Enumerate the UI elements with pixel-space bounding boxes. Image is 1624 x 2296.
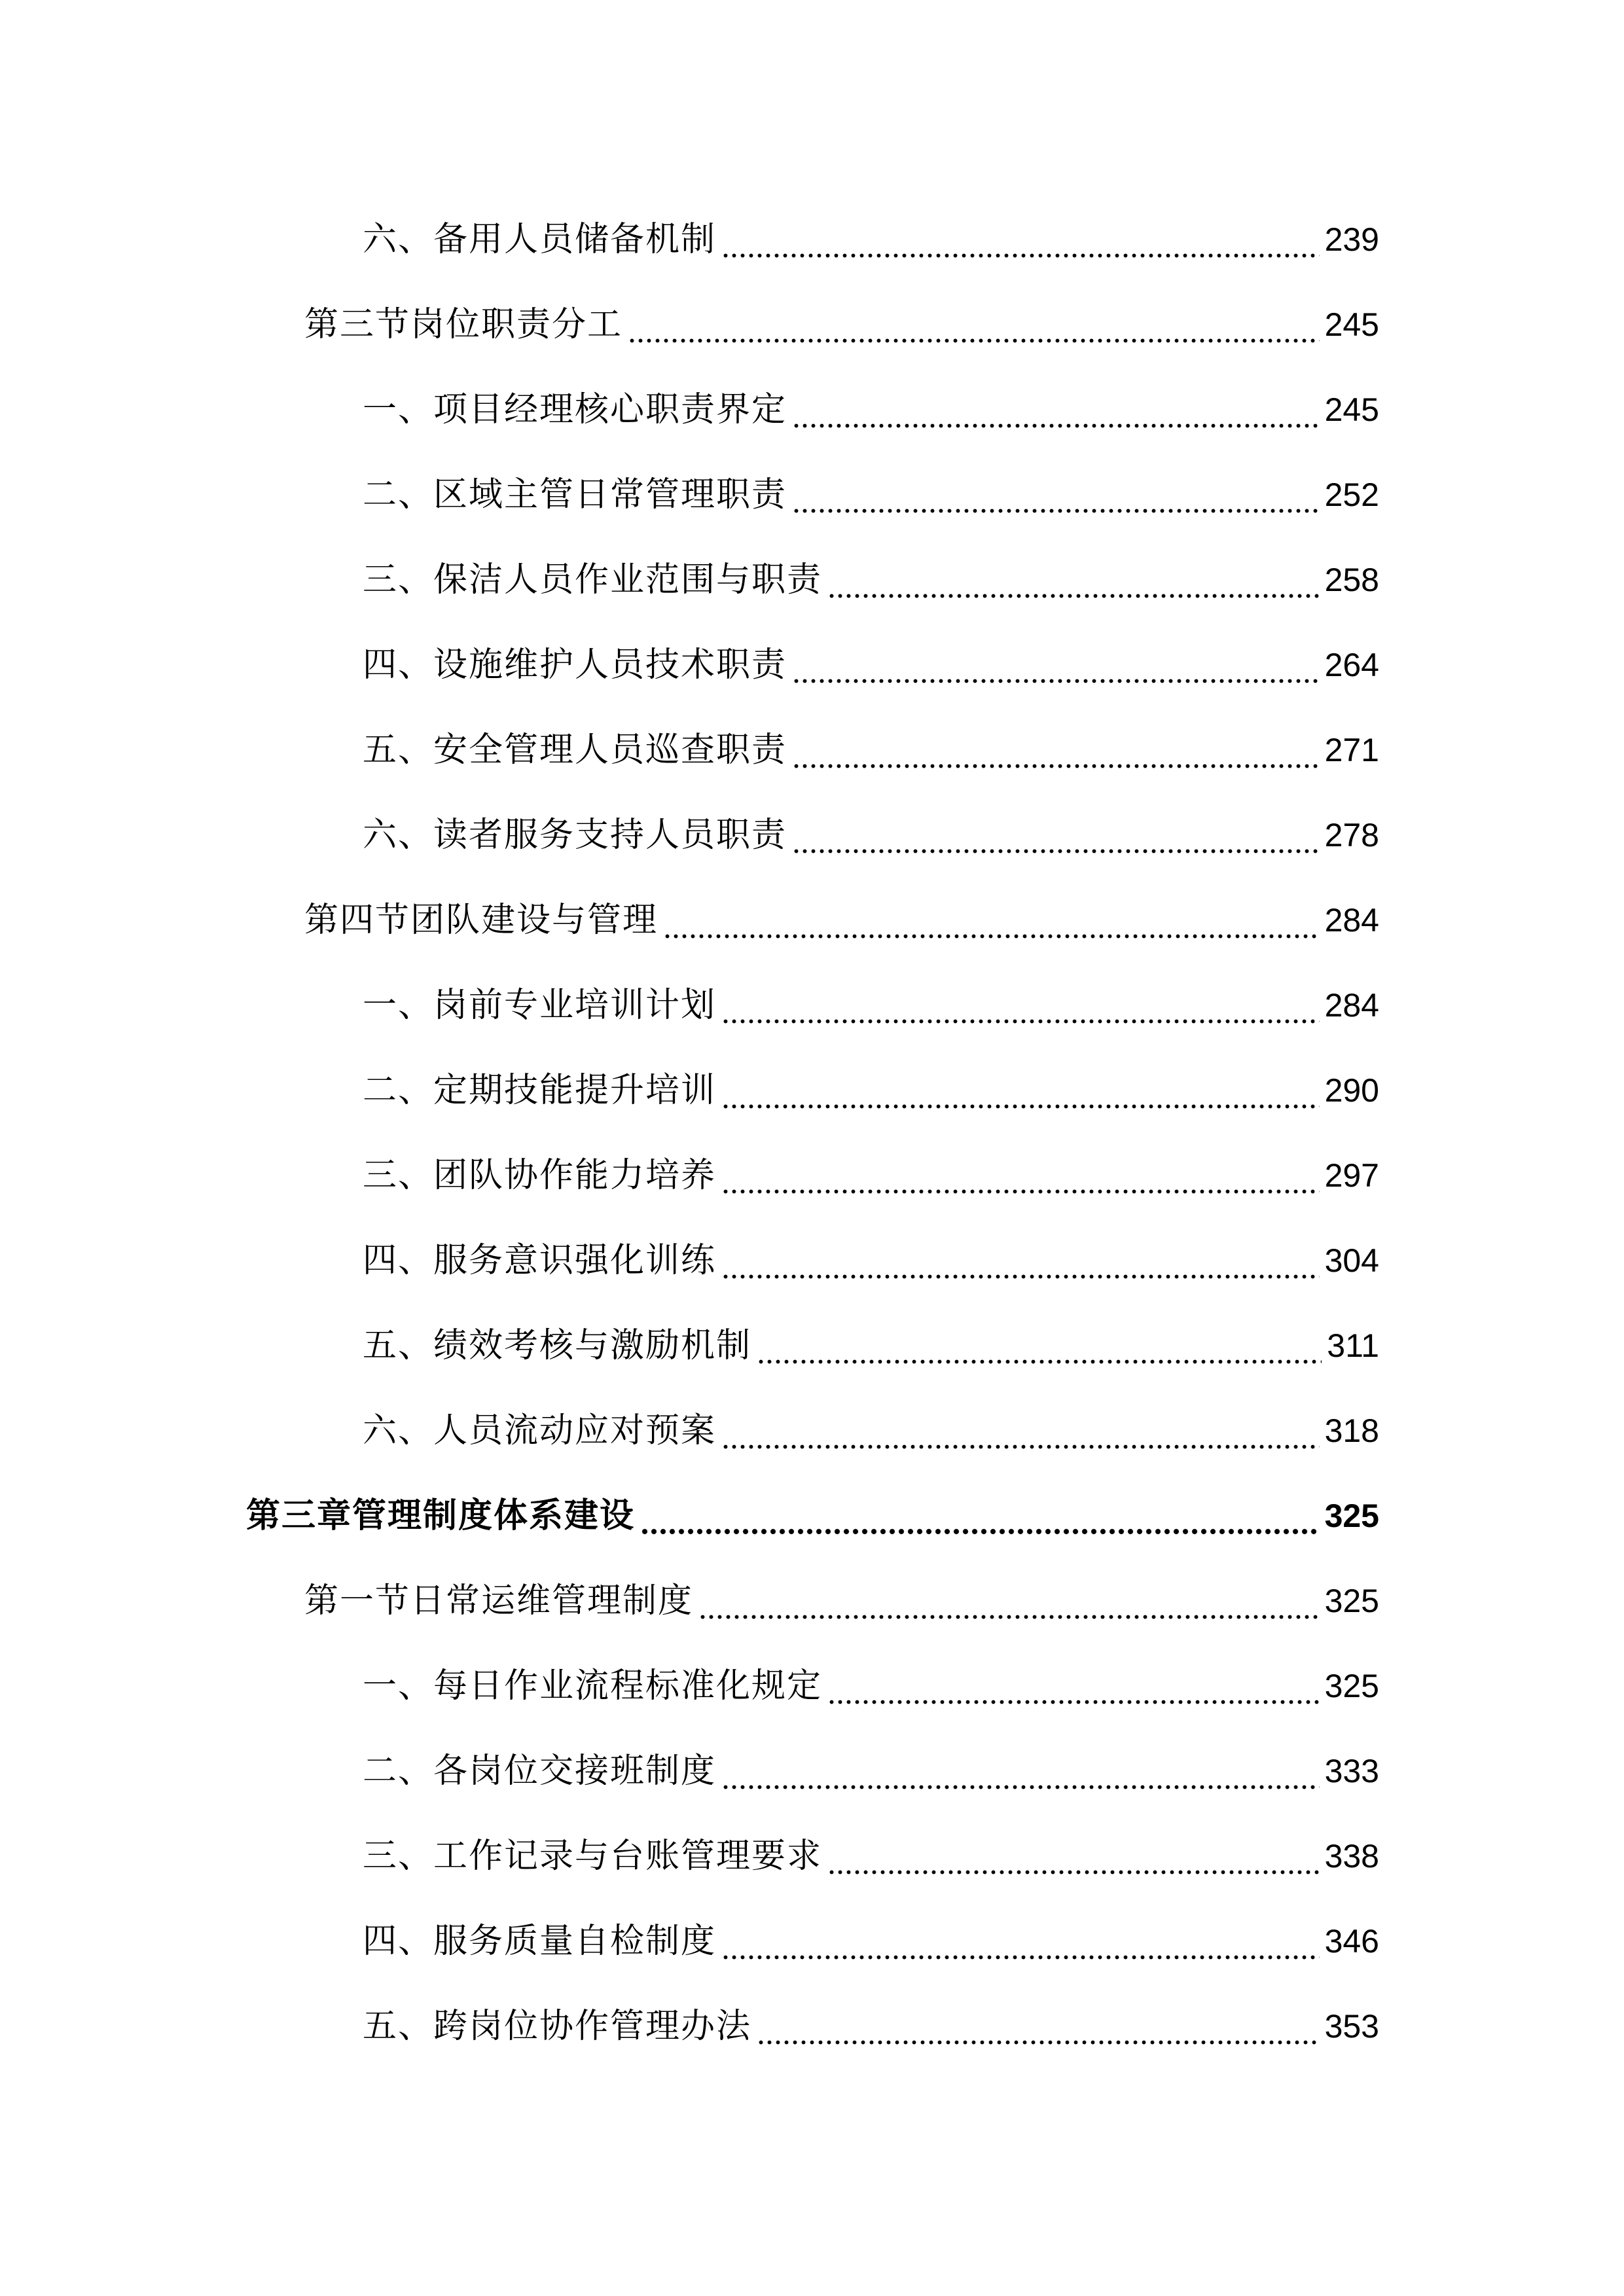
toc-dot-leader bbox=[827, 554, 1320, 606]
toc-dot-leader bbox=[792, 639, 1320, 691]
toc-entry-page: 333 bbox=[1324, 1753, 1379, 1789]
toc-dot-leader bbox=[792, 724, 1320, 776]
toc-dot-leader bbox=[757, 2000, 1320, 2053]
toc-entry[interactable] bbox=[363, 1319, 1379, 1372]
toc-entry[interactable] bbox=[363, 1064, 1379, 1117]
toc-entry-title: 一、每日作业流程标准化规定 bbox=[363, 1666, 823, 1706]
toc-entry-title: 第三节岗位职责分工 bbox=[304, 305, 623, 344]
toc-entry-title: 三、保洁人员作业范围与职责 bbox=[363, 560, 823, 600]
toc-entry-page: 271 bbox=[1324, 732, 1379, 768]
toc-dot-leader bbox=[640, 1490, 1320, 1542]
toc-dot-leader bbox=[721, 1745, 1320, 1797]
toc-entry-page: 290 bbox=[1324, 1072, 1379, 1109]
toc-entry-title: 三、团队协作能力培养 bbox=[363, 1156, 717, 1195]
toc-entry-title: 第三章管理制度体系建设 bbox=[246, 1496, 636, 1535]
toc-entry-page: 258 bbox=[1324, 562, 1379, 598]
toc-dot-leader bbox=[721, 1064, 1320, 1117]
toc-entry[interactable] bbox=[363, 2000, 1379, 2053]
toc-entry-page: 297 bbox=[1324, 1157, 1379, 1194]
toc-entry-page: 318 bbox=[1324, 1412, 1379, 1449]
toc-entry-page: 353 bbox=[1324, 2008, 1379, 2045]
toc-dot-leader bbox=[827, 1830, 1320, 1882]
toc-entry[interactable] bbox=[363, 724, 1379, 776]
toc-entry-title: 一、项目经理核心职责界定 bbox=[363, 390, 787, 429]
toc-entry-page: 264 bbox=[1324, 647, 1379, 683]
toc-entry[interactable] bbox=[363, 213, 1379, 266]
toc-dot-leader bbox=[663, 894, 1320, 946]
toc-entry-title: 一、岗前专业培训计划 bbox=[363, 986, 717, 1025]
toc-entry-title: 三、工作记录与台账管理要求 bbox=[363, 1837, 823, 1876]
toc-entry-title: 第一节日常运维管理制度 bbox=[304, 1581, 694, 1621]
toc-entry-page: 278 bbox=[1324, 817, 1379, 853]
toc-entry[interactable] bbox=[363, 1915, 1379, 1967]
toc-entry[interactable] bbox=[363, 469, 1379, 521]
toc-entry-title: 五、绩效考核与激励机制 bbox=[363, 1326, 752, 1365]
toc-entry-title: 五、跨岗位协作管理办法 bbox=[363, 2007, 752, 2046]
toc-entry-page: 311 bbox=[1327, 1327, 1379, 1364]
toc-entry-title: 第四节团队建设与管理 bbox=[304, 901, 659, 940]
toc-dot-leader bbox=[721, 979, 1320, 1031]
toc-dot-leader bbox=[698, 1575, 1320, 1627]
toc-entry[interactable] bbox=[363, 809, 1379, 861]
toc-entry[interactable] bbox=[304, 894, 1379, 946]
toc-entry-page: 284 bbox=[1324, 987, 1379, 1024]
toc-dot-leader bbox=[827, 1660, 1320, 1712]
toc-entry-title: 六、读者服务支持人员职责 bbox=[363, 816, 787, 855]
toc-dot-leader bbox=[721, 1405, 1320, 1457]
toc-entry-title: 二、区域主管日常管理职责 bbox=[363, 475, 787, 514]
toc-entry[interactable] bbox=[363, 979, 1379, 1031]
toc-entry-title: 四、服务质量自检制度 bbox=[363, 1922, 717, 1961]
toc-entry-page: 346 bbox=[1324, 1923, 1379, 1960]
toc-entry-title: 六、备用人员储备机制 bbox=[363, 220, 717, 259]
toc-entry-page: 252 bbox=[1324, 476, 1379, 513]
toc-dot-leader bbox=[721, 1915, 1320, 1967]
toc-entry-title: 四、设施维护人员技术职责 bbox=[363, 645, 787, 685]
toc-entry[interactable] bbox=[363, 1149, 1379, 1202]
toc-entry-title: 四、服务意识强化训练 bbox=[363, 1241, 717, 1280]
toc-dot-leader bbox=[792, 469, 1320, 521]
toc-entry-page: 245 bbox=[1324, 306, 1379, 343]
toc-entry[interactable] bbox=[363, 1405, 1379, 1457]
toc-dot-leader bbox=[721, 213, 1320, 266]
toc-dot-leader bbox=[628, 298, 1320, 351]
toc-entry-title: 二、定期技能提升培训 bbox=[363, 1071, 717, 1110]
toc-entry[interactable] bbox=[363, 1745, 1379, 1797]
toc-entry-page: 325 bbox=[1324, 1498, 1379, 1534]
toc-entry-page: 239 bbox=[1324, 221, 1379, 258]
toc-entry[interactable] bbox=[363, 1234, 1379, 1287]
toc-dot-leader bbox=[792, 384, 1320, 436]
toc-dot-leader bbox=[721, 1234, 1320, 1287]
toc-entry[interactable] bbox=[304, 1575, 1379, 1627]
toc-entry-page: 284 bbox=[1324, 902, 1379, 939]
toc-entry-page: 304 bbox=[1324, 1242, 1379, 1279]
toc-entry[interactable] bbox=[304, 298, 1379, 351]
toc-entry-page: 338 bbox=[1324, 1838, 1379, 1874]
toc-entry-page: 245 bbox=[1324, 391, 1379, 428]
toc-entry[interactable] bbox=[363, 554, 1379, 606]
toc-entry-title: 五、安全管理人员巡查职责 bbox=[363, 730, 787, 770]
toc-entry-page: 325 bbox=[1324, 1583, 1379, 1619]
toc-entry[interactable] bbox=[363, 1660, 1379, 1712]
toc-dot-leader bbox=[757, 1319, 1322, 1372]
toc-entry-title: 六、人员流动应对预案 bbox=[363, 1411, 717, 1450]
toc-dot-leader bbox=[792, 809, 1320, 861]
toc-entry-page: 325 bbox=[1324, 1668, 1379, 1704]
toc-entry[interactable] bbox=[363, 1830, 1379, 1882]
toc-entry[interactable] bbox=[363, 384, 1379, 436]
toc-entry-chapter[interactable] bbox=[246, 1490, 1379, 1542]
toc-entry-title: 二、各岗位交接班制度 bbox=[363, 1751, 717, 1791]
toc-dot-leader bbox=[721, 1149, 1320, 1202]
toc-entry[interactable] bbox=[363, 639, 1379, 691]
